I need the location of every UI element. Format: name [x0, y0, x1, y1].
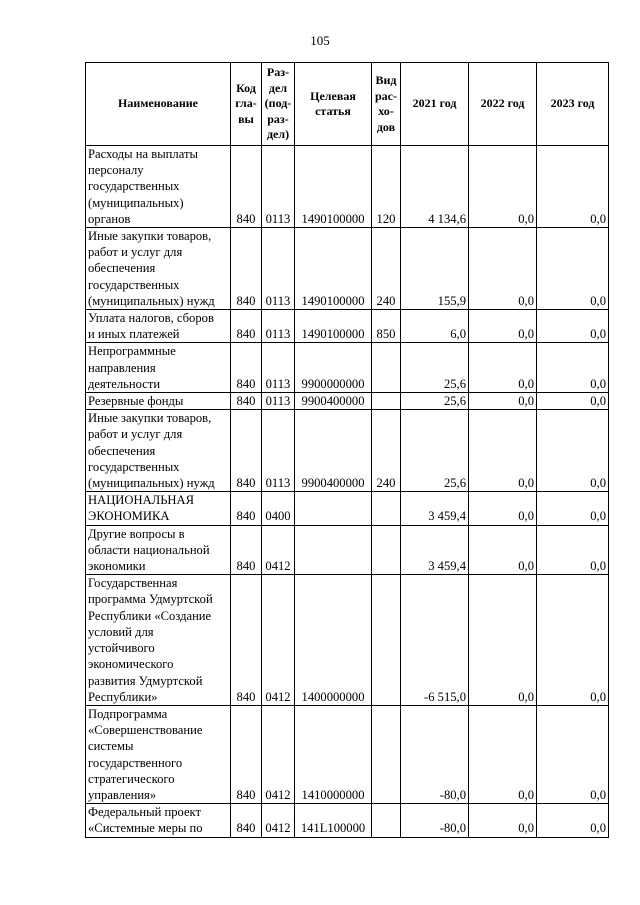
- cell-section: 0113: [262, 228, 295, 310]
- cell-2021: -80,0: [401, 705, 469, 803]
- cell-2023: 0,0: [537, 492, 609, 525]
- cell-code: 840: [231, 343, 262, 393]
- header-name: Наименование: [86, 63, 231, 146]
- cell-expense: [372, 575, 401, 706]
- cell-target: 1400000000: [295, 575, 372, 706]
- cell-name: Расходы на выплаты персоналу государственных (муниципальных) органов: [86, 146, 231, 228]
- table-header-row: [86, 63, 609, 146]
- cell-2021: 155,9: [401, 228, 469, 310]
- cell-target: 1410000000: [295, 705, 372, 803]
- header-section: Раз- дел (под- раз- дел): [262, 63, 295, 146]
- cell-2022: 0,0: [469, 575, 537, 706]
- table-row: [86, 343, 609, 393]
- cell-section: 0412: [262, 525, 295, 575]
- cell-2022: 0,0: [469, 492, 537, 525]
- cell-2023: 0,0: [537, 310, 609, 343]
- table-row: [86, 705, 609, 803]
- header-expense: Вид рас- хо- дов: [372, 63, 401, 146]
- cell-2022: 0,0: [469, 393, 537, 410]
- cell-2023: 0,0: [537, 393, 609, 410]
- cell-code: 840: [231, 146, 262, 228]
- cell-2021: 25,6: [401, 410, 469, 492]
- cell-name: Иные закупки товаров, работ и услуг для обеспечения государственных (муниципальных) нужд: [86, 228, 231, 310]
- page-number: 105: [310, 33, 330, 48]
- table-row: [86, 804, 609, 837]
- cell-2022: 0,0: [469, 804, 537, 837]
- table-body: [86, 146, 609, 838]
- cell-2021: 3 459,4: [401, 525, 469, 575]
- header-2023: 2023 год: [537, 63, 609, 146]
- cell-expense: [372, 525, 401, 575]
- cell-section: 0412: [262, 705, 295, 803]
- cell-code: 840: [231, 310, 262, 343]
- cell-code: 840: [231, 804, 262, 837]
- cell-section: 0113: [262, 410, 295, 492]
- cell-section: 0400: [262, 492, 295, 525]
- cell-2022: 0,0: [469, 705, 537, 803]
- cell-2023: 0,0: [537, 804, 609, 837]
- cell-2023: 0,0: [537, 146, 609, 228]
- table-row: [86, 410, 609, 492]
- cell-section: 0113: [262, 310, 295, 343]
- cell-name: Государственная программа Удмуртской Республики «Создание условий для устойчивого экономического развития Удмуртской Республики»: [86, 575, 231, 706]
- cell-2021: -6 515,0: [401, 575, 469, 706]
- table-row: [86, 228, 609, 310]
- cell-2022: 0,0: [469, 343, 537, 393]
- cell-name: Другие вопросы в области национальной экономики: [86, 525, 231, 575]
- cell-2023: 0,0: [537, 575, 609, 706]
- cell-code: 840: [231, 410, 262, 492]
- cell-target: [295, 492, 372, 525]
- cell-2021: 6,0: [401, 310, 469, 343]
- cell-target: 1490100000: [295, 310, 372, 343]
- cell-code: 840: [231, 575, 262, 706]
- cell-target: [295, 525, 372, 575]
- cell-name: Подпрограмма «Совершенствование системы государственного стратегического управления»: [86, 705, 231, 803]
- cell-name: Федеральный проект «Системные меры по: [86, 804, 231, 837]
- cell-section: 0113: [262, 393, 295, 410]
- cell-target: 1490100000: [295, 228, 372, 310]
- cell-2022: 0,0: [469, 228, 537, 310]
- cell-expense: [372, 804, 401, 837]
- cell-2023: 0,0: [537, 525, 609, 575]
- cell-target: 9900400000: [295, 410, 372, 492]
- cell-name: Уплата налогов, сборов и иных платежей: [86, 310, 231, 343]
- cell-2022: 0,0: [469, 410, 537, 492]
- header-2022: 2022 год: [469, 63, 537, 146]
- table-row: [86, 146, 609, 228]
- cell-target: 9900000000: [295, 343, 372, 393]
- cell-expense: 240: [372, 410, 401, 492]
- cell-2023: 0,0: [537, 343, 609, 393]
- cell-expense: [372, 492, 401, 525]
- cell-code: 840: [231, 525, 262, 575]
- cell-name: Непрограммные направления деятельности: [86, 343, 231, 393]
- cell-2022: 0,0: [469, 310, 537, 343]
- header-target: Целевая статья: [295, 63, 372, 146]
- cell-code: 840: [231, 705, 262, 803]
- cell-expense: 240: [372, 228, 401, 310]
- cell-target: 9900400000: [295, 393, 372, 410]
- cell-2023: 0,0: [537, 705, 609, 803]
- cell-2021: 4 134,6: [401, 146, 469, 228]
- cell-expense: 850: [372, 310, 401, 343]
- cell-2021: 3 459,4: [401, 492, 469, 525]
- cell-2021: 25,6: [401, 343, 469, 393]
- cell-section: 0412: [262, 804, 295, 837]
- cell-code: 840: [231, 492, 262, 525]
- table-row: [86, 310, 609, 343]
- cell-expense: 120: [372, 146, 401, 228]
- cell-code: 840: [231, 393, 262, 410]
- cell-target: 1490100000: [295, 146, 372, 228]
- cell-name: Иные закупки товаров, работ и услуг для обеспечения государственных (муниципальных) нужд: [86, 410, 231, 492]
- cell-name: Резервные фонды: [86, 393, 231, 410]
- cell-expense: [372, 343, 401, 393]
- table-row: [86, 575, 609, 706]
- cell-expense: [372, 705, 401, 803]
- cell-section: 0113: [262, 146, 295, 228]
- table-row: [86, 393, 609, 410]
- cell-section: 0113: [262, 343, 295, 393]
- cell-2021: 25,6: [401, 393, 469, 410]
- budget-table: [85, 62, 609, 838]
- cell-2022: 0,0: [469, 146, 537, 228]
- table-row: [86, 492, 609, 525]
- header-2021: 2021 год: [401, 63, 469, 146]
- header-code: Код гла- вы: [231, 63, 262, 146]
- cell-2022: 0,0: [469, 525, 537, 575]
- cell-code: 840: [231, 228, 262, 310]
- cell-target: 141L100000: [295, 804, 372, 837]
- cell-2023: 0,0: [537, 410, 609, 492]
- cell-section: 0412: [262, 575, 295, 706]
- cell-2021: -80,0: [401, 804, 469, 837]
- cell-name: НАЦИОНАЛЬНАЯ ЭКОНОМИКА: [86, 492, 231, 525]
- table-row: [86, 525, 609, 575]
- cell-expense: [372, 393, 401, 410]
- cell-2023: 0,0: [537, 228, 609, 310]
